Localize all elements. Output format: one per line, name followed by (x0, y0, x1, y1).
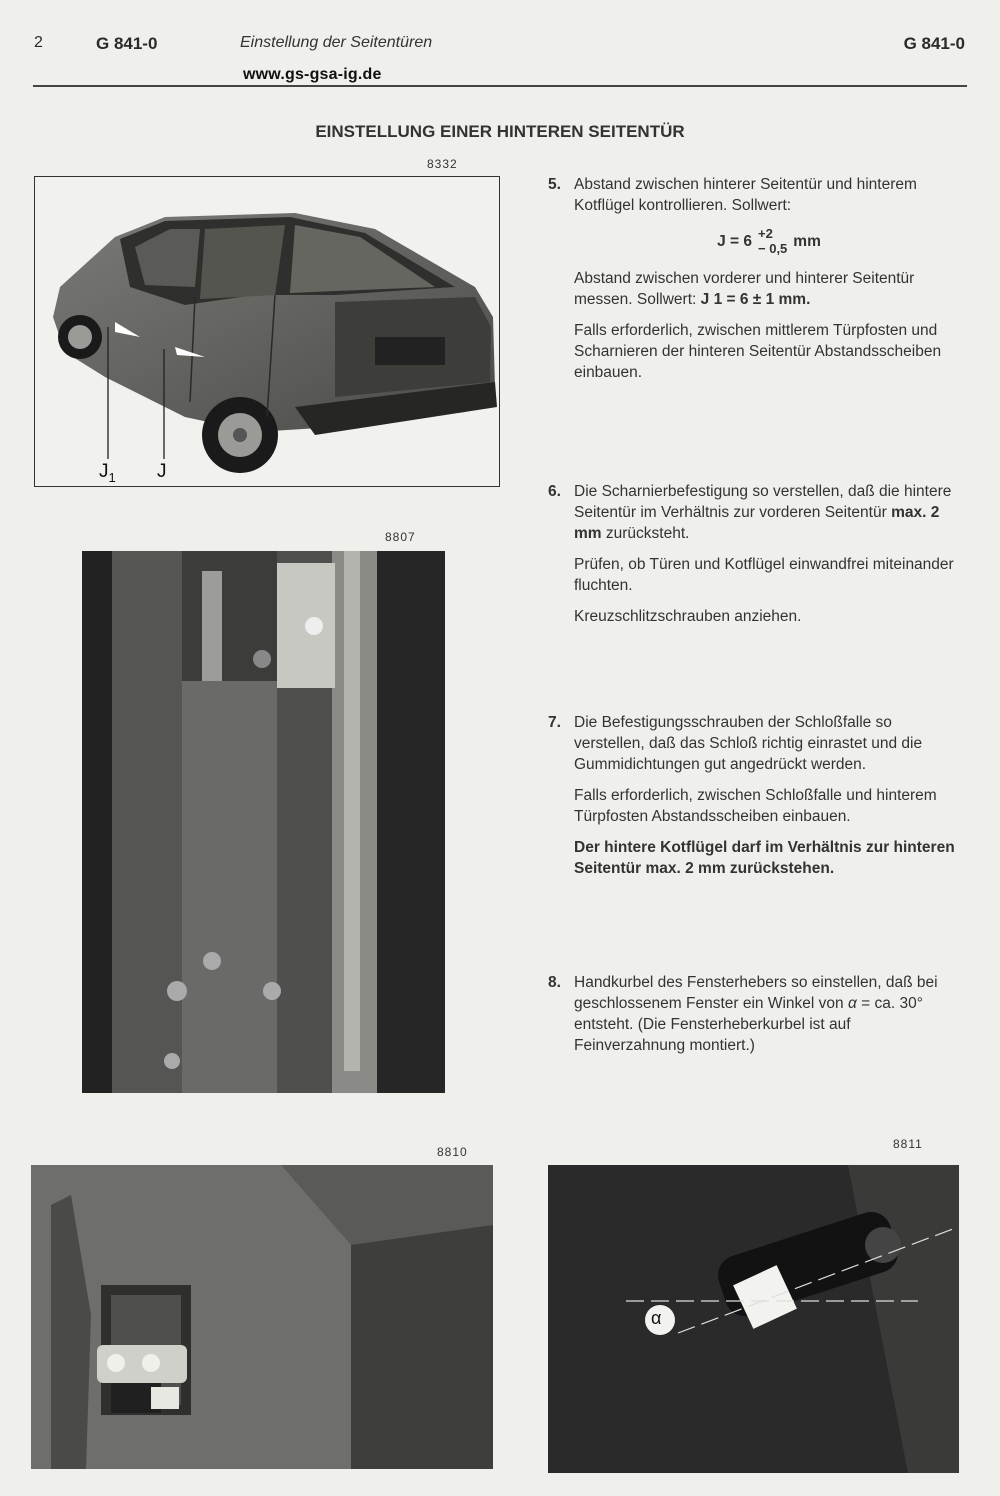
tolerance-formula (574, 226, 964, 256)
figure-number: 8810 (437, 1145, 468, 1159)
step-number: 7. (548, 714, 561, 731)
formula-main: J = 6 (717, 232, 753, 250)
section-title: EINSTELLUNG EINER HINTEREN SEITENTÜR (315, 122, 685, 141)
window-crank-photo (548, 1165, 959, 1473)
step-5 (548, 174, 964, 393)
website-watermark[interactable]: www.gs-gsa-ig.de (243, 66, 382, 83)
lock-striker-photo (31, 1165, 493, 1469)
step-text: Prüfen, ob Türen und Kotflügel einwandfrei miteinander fluchten. (574, 556, 954, 594)
formula-unit: mm (793, 232, 821, 250)
formula-lower: − 0,5 (758, 241, 788, 256)
document-subtitle: Einstellung der Seitentüren (240, 34, 433, 51)
step-text: Die Befestigungsschrauben der Schloßfalle so verstellen, daß das Schloß richtig einrastet und die Gummidichtungen gut angedrückt werden. (574, 714, 923, 773)
step-7 (548, 712, 964, 889)
step-warning: Der hintere Kotflügel darf im Verhältnis zur hinteren Seitentür max. 2 mm zurückstehen. (574, 839, 955, 877)
figure-number: 8811 (893, 1137, 923, 1151)
label-j1: $J_1$ (99, 461, 116, 485)
step-text: Abstand zwischen vorderer und hinterer Seitentür messen. Sollwert: J 1 = 6 ± 1 mm. (574, 270, 915, 308)
document-code-right: G 841-0 (903, 34, 965, 53)
step-text: Die Scharnierbefestigung so verstellen, daß die hintere Seitentür im Verhältnis zur vorderen Seitentür max. 2 mm zurücksteht. (574, 483, 952, 542)
header-divider (33, 85, 967, 87)
page-number: 2 (34, 34, 43, 51)
step-text: Kreuzschlitzschrauben anziehen. (574, 608, 802, 625)
alpha-angle-label: α (651, 1308, 662, 1328)
step-8 (548, 972, 964, 1066)
car-rear-view-photo (34, 176, 500, 487)
figure-number: 8332 (427, 157, 458, 171)
formula-upper: +2 (758, 226, 773, 241)
step-text: Handkurbel des Fensterhebers so einstellen, daß bei geschlossenem Fenster ein Winkel von α = ca. 30° entsteht. (Die Fensterheberkurbel ist auf Feinverzahnung montiert.) (574, 974, 938, 1054)
step-text: Falls erforderlich, zwischen Schloßfalle und hinterem Türpfosten Abstandsscheiben einbauen. (574, 787, 937, 825)
step-6 (548, 481, 964, 637)
step-number: 6. (548, 483, 561, 500)
step-text: Falls erforderlich, zwischen mittlerem Türpfosten und Scharnieren der hinteren Seitentür Abstandsscheiben einbauen. (574, 322, 942, 381)
document-code: G 841-0 (96, 34, 158, 53)
label-j: J (157, 461, 167, 482)
step-number: 5. (548, 176, 561, 193)
step-number: 8. (548, 974, 561, 991)
door-hinge-photo (82, 551, 445, 1093)
step-text: Abstand zwischen hinterer Seitentür und hinterem Kotflügel kontrollieren. Sollwert: (574, 176, 917, 214)
figure-number: 8807 (385, 530, 416, 544)
